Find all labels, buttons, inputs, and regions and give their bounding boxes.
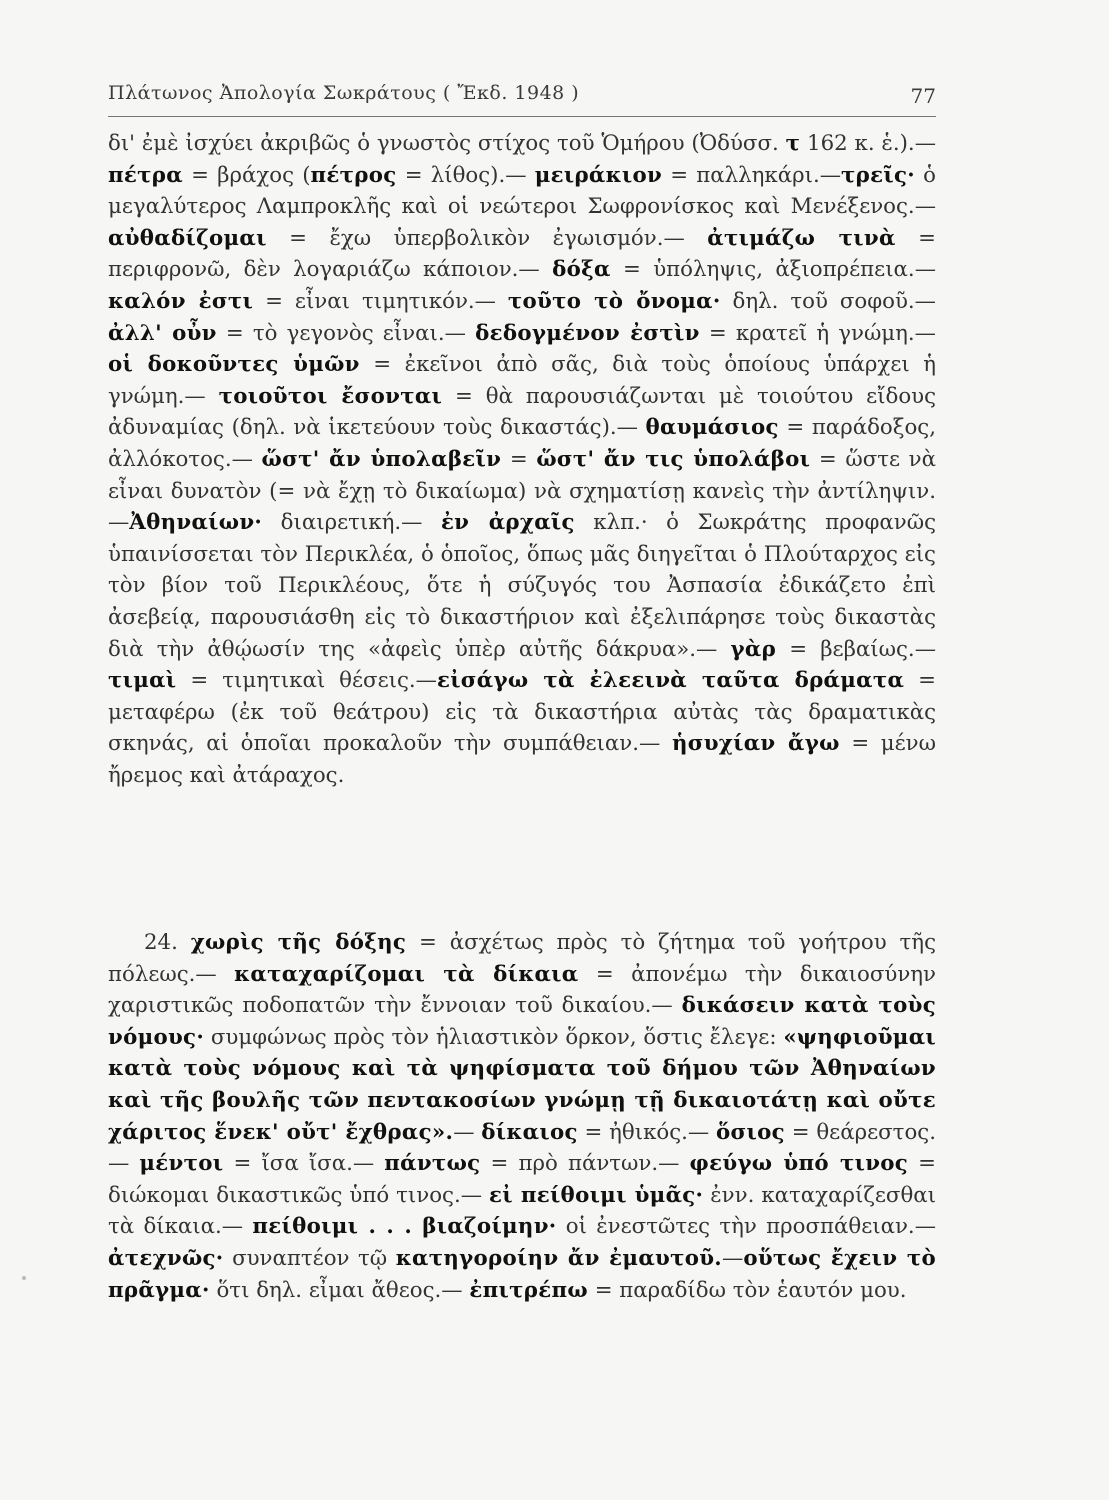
lemma-term: πάντως <box>384 1151 481 1177</box>
gloss-text: συμφώνως πρὸς τὸν ἡλιαστικὸν ὅρκον, ὅστις ἔλεγε: <box>204 1024 784 1050</box>
gloss-text: = περιφρονῶ, δὲν λογαριάζω κάποιον.— <box>108 225 936 283</box>
gloss-text: = ἔχω ὑπερβολικὸν ἐγωισμόν.— <box>266 225 708 251</box>
gloss-text: ὁ μεγαλύτερος Λαμπροκλῆς καὶ οἱ νεώτεροι Σωφρονίσκος καὶ Μενέξενος.— <box>108 162 936 220</box>
lemma-term: ὥστ' ἄν ὑπολαβεῖν <box>261 446 502 472</box>
lemma-term: τοῦτο τὸ ὄνομα· <box>507 288 721 314</box>
gloss-text: = ὑπόληψις, ἀξιοπρέπεια.— <box>610 257 936 283</box>
gloss-text: = εἶναι τιμητικόν.— <box>253 288 508 314</box>
commentary-paragraph-1 <box>108 128 936 791</box>
gloss-text: = θὰ παρουσιάζωνται μὲ τοιούτου εἴδους ἀδυναμίας (δηλ. νὰ ἱκετεύουν τοὺς δικαστάς).— <box>108 383 937 441</box>
gloss-text: = πρὸ πάντων.— <box>480 1151 690 1177</box>
gloss-text: = παράδοξος, ἀλλόκοτος.— <box>108 415 936 472</box>
gloss-text: = ἠθικός.— <box>577 1119 717 1145</box>
gloss-text: = ἀσχέτως πρὸς τὸ ζήτημα τοῦ γοήτρου τῆς πόλεως.— <box>108 930 936 987</box>
gloss-text: κλπ.· ὁ Σωκράτης προφανῶς ὑπαινίσσεται τὸν Περικλέα, ὁ ὁποῖος, ὅπως μᾶς διηγεῖται ὁ Πλούταρχος εἰς τὸν βίον τοῦ Περικλέους, ὅτε ἡ σύζυγός του Ἀσπασία ἐδικάζετο ἐπὶ ἀσεβείᾳ, παρουσιάσθη εἰς τὸ δικαστήριον καὶ ἐξελιπάρησε τοὺς δικαστὰς διὰ τὴν ἀθῴωσίν της «ἀφεὶς ὑπὲρ αὐτῆς δάκρυα».— <box>108 510 937 662</box>
gloss-text: = λίθος).— <box>396 162 535 188</box>
gloss-text: — <box>722 1245 744 1271</box>
commentary-paragraph-24 <box>108 927 936 1306</box>
gloss-text: = βράχος ( <box>182 162 311 188</box>
lemma-term: αὐθαδίζομαι <box>108 225 267 251</box>
lemma-term: πέτρα <box>108 162 183 188</box>
lemma-term: πείθοιμι . . . βιαζοίμην· <box>252 1214 557 1240</box>
gloss-text: = ἴσα ἴσα.— <box>223 1151 385 1177</box>
header-rule <box>108 116 936 117</box>
lemma-term: εἰ πείθοιμι ὑμᾶς· <box>489 1182 704 1208</box>
lemma-term: θαυμάσιος <box>645 415 779 441</box>
gloss-text: 24. <box>144 930 191 955</box>
lemma-term: μειράκιον <box>534 162 663 188</box>
lemma-term: εἰσάγω τὰ ἐλεεινὰ ταῦτα δράματα <box>436 668 905 694</box>
lemma-term: τρεῖς· <box>841 162 915 188</box>
gloss-text: δι' ἐμὲ ἰσχύει ἀκριβῶς ὁ γνωστὸς στίχος τοῦ Ὁμήρου (Ὀδύσσ. <box>108 131 786 156</box>
gloss-text: 162 κ. ἑ.).— <box>800 131 936 156</box>
lemma-term: ὥστ' ἄν τις ὑπολάβοι <box>536 446 811 472</box>
gloss-text: = μεταφέρω (ἐκ τοῦ θεάτρου) εἰς τὰ δικαστήρια αὐτὰς τὰς δραματικὰς σκηνάς, αἱ ὁποῖαι προκαλοῦν τὴν συμπάθειαν.— <box>108 668 936 757</box>
lemma-term: κατηγοροίην ἄν ἐμαυτοῦ. <box>395 1245 723 1271</box>
lemma-term: Ἀθηναίων· <box>129 510 263 536</box>
paper-speck <box>22 1276 26 1280</box>
lemma-term: φεύγω ὑπό τινος <box>689 1151 909 1177</box>
lemma-term: ἐπιτρέπω <box>469 1277 588 1303</box>
gloss-text: = <box>501 446 537 472</box>
lemma-term: πέτρος <box>310 162 397 188</box>
page-header <box>108 70 936 116</box>
gloss-text: = διώκομαι δικαστικῶς ὑπό τινος.— <box>108 1151 937 1208</box>
running-title: Πλάτωνος Ἀπολογία Σωκράτους ( Ἔκδ. 1948 ) <box>108 82 580 104</box>
gloss-text: = τὸ γεγονὸς εἶναι.— <box>216 320 476 346</box>
lemma-term: καταχαρίζομαι τὰ δίκαια <box>234 961 579 987</box>
lemma-term: τιμαὶ <box>108 668 177 694</box>
lemma-term: καλόν ἐστι <box>108 288 254 314</box>
gloss-text: = θεάρεστος.— <box>108 1119 936 1177</box>
gloss-text: = κρατεῖ ἡ γνώμη.— <box>699 320 936 346</box>
lemma-term: τοιοῦτοι ἔσονται <box>218 383 443 409</box>
lemma-term: δικάσειν κατὰ τοὺς νόμους· <box>108 993 936 1050</box>
lemma-term: ἐν ἀρχαῖς <box>440 510 575 536</box>
gloss-text: = παραδίδω τὸν ἑαυτόν μου. <box>587 1277 907 1303</box>
lemma-term: τ <box>785 131 801 156</box>
lemma-term: ἀτιμάζω τινὰ <box>707 225 896 251</box>
gloss-text: δηλ. τοῦ σοφοῦ.— <box>720 288 936 314</box>
gloss-text: = τιμητικαὶ θέσεις.— <box>176 668 437 694</box>
lemma-term: δίκαιος <box>481 1119 578 1145</box>
page-number: 77 <box>910 84 936 108</box>
lemma-term: ἀλλ' οὖν <box>108 320 217 346</box>
gloss-text: — <box>453 1119 482 1145</box>
lemma-term: ὅσιος <box>716 1119 785 1145</box>
gloss-text: συναπτέον τῷ <box>223 1245 396 1271</box>
gloss-text: = μένω ἤρεμος καὶ ἀτάραχος. <box>108 731 936 788</box>
gloss-text: οἱ ἐνεστῶτες τὴν προσπάθειαν.— <box>556 1214 936 1240</box>
gloss-text: = παλληκάρι.— <box>662 162 842 188</box>
gloss-text: = ἐκεῖνοι ἀπὸ σᾶς, διὰ τοὺς ὁποίους ὑπάρχει ἡ γνώμη.— <box>108 352 936 409</box>
gloss-text: ἐνν. καταχαρίζεσθαι τὰ δίκαια.— <box>108 1182 937 1240</box>
gloss-text: = βεβαίως.— <box>776 636 936 662</box>
lemma-term: ἡσυχίαν ἄγω <box>671 731 840 757</box>
lemma-term: μέντοι <box>139 1151 224 1177</box>
lemma-term: οὕτως ἔχειν τὸ πρᾶγμα· <box>108 1245 936 1303</box>
gloss-text: διαιρετική.— <box>262 510 441 536</box>
lemma-term: «ψηφιοῦμαι κατὰ τοὺς νόμους καὶ τὰ ψηφίσματα τοῦ δήμου τῶν Ἀθηναίων καὶ τῆς βουλῆς τῶν πεντακοσίων γνώμῃ τῇ δικαιοτάτῃ καὶ οὔτε χάριτος ἕνεκ' οὔτ' ἔχθρας». <box>108 1024 936 1145</box>
lemma-term: οἱ δοκοῦντες ὑμῶν <box>108 352 360 378</box>
gloss-text: ὅτι δηλ. εἶμαι ἄθεος.— <box>209 1277 470 1303</box>
lemma-term: χωρὶς τῆς δόξης <box>190 930 407 955</box>
gloss-text: = ἀπονέμω τὴν δικαιοσύνην χαριστικῶς ποδοπατῶν τὴν ἔννοιαν τοῦ δικαίου.— <box>108 961 936 1019</box>
gloss-text: = ὥστε νὰ εἶναι δυνατὸν (= νὰ ἔχῃ τὸ δικαίωμα) νὰ σχηματίσῃ κανεὶς τὴν ἀντίληψιν.— <box>108 446 936 536</box>
lemma-term: δόξα <box>552 257 611 283</box>
lemma-term: γὰρ <box>730 636 777 662</box>
lemma-term: δεδογμένον ἐστὶν <box>475 320 700 346</box>
lemma-term: ἀτεχνῶς· <box>108 1245 224 1271</box>
